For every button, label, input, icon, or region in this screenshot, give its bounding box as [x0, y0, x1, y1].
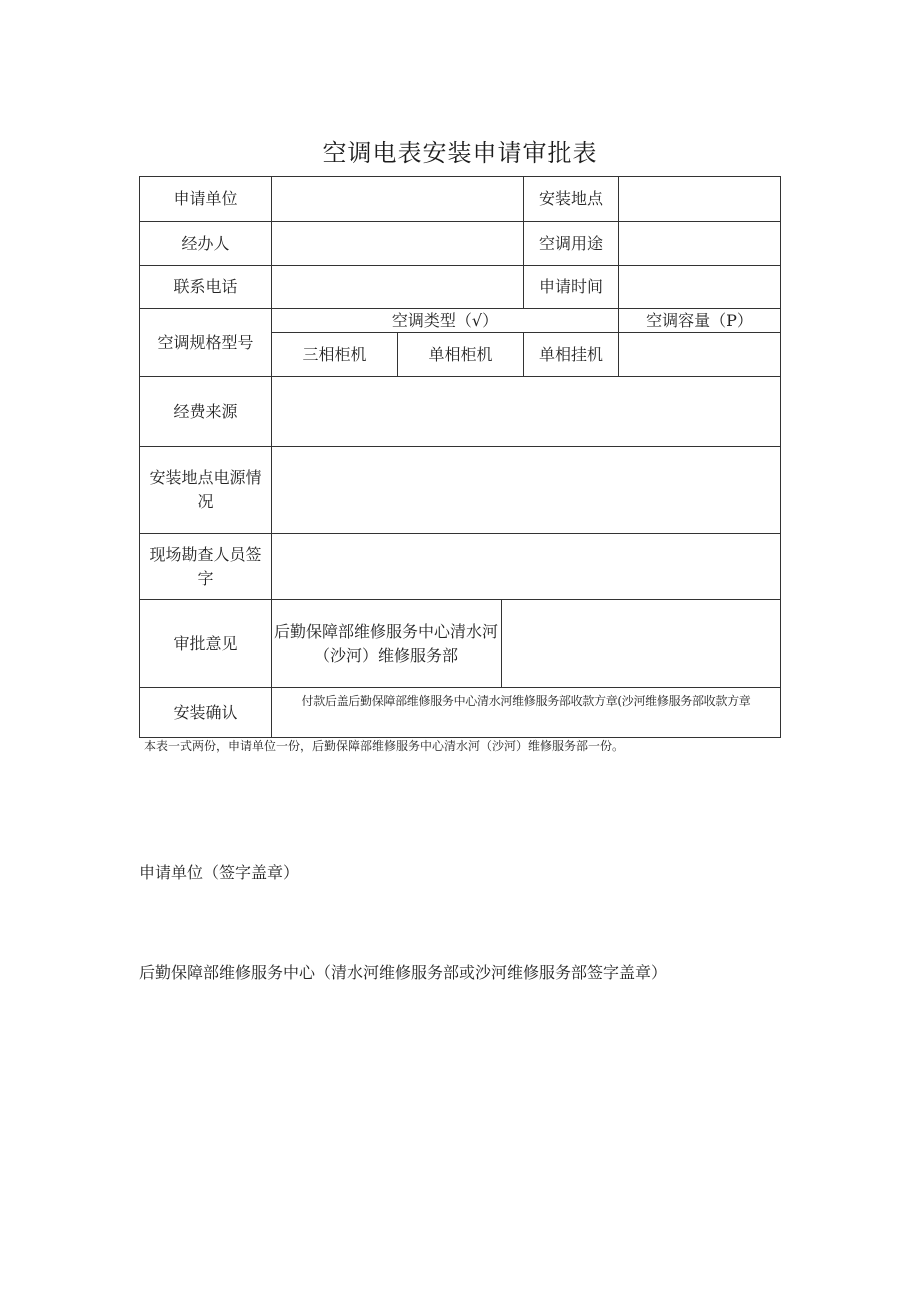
- approval-opinion-field[interactable]: [502, 600, 780, 687]
- row-install-confirm: [140, 687, 780, 737]
- surveyor-sign-field[interactable]: [272, 534, 780, 599]
- row-surveyor-sign: [140, 533, 780, 599]
- power-status-field[interactable]: [272, 447, 780, 533]
- power-status-label: 安装地点电源情况: [149, 468, 262, 511]
- install-confirm-label: 安装确认: [173, 702, 238, 722]
- applicant-unit-field[interactable]: [272, 177, 523, 221]
- row-applicant-unit: [140, 177, 780, 221]
- handler-label: 经办人: [181, 233, 230, 253]
- install-confirm-text: 付款后盖后勤保障部维修服务中心清水河维修服务部收款方章(沙河维修服务部收款方章: [301, 694, 751, 708]
- phone-field[interactable]: [272, 266, 523, 308]
- apply-time-label: 申请时间: [538, 277, 603, 296]
- row-approval: [140, 599, 780, 687]
- handler-field[interactable]: [272, 222, 523, 265]
- fund-source-label: 经费来源: [173, 401, 238, 421]
- form-note: 本表一式两份，申请单位一份，后勤保障部维修服务中心清水河（沙河）维修服务部一份。: [144, 739, 625, 753]
- ac-type-single-phase-cabinet[interactable]: 单相柜机: [428, 344, 493, 364]
- approval-form-table: [139, 176, 781, 738]
- form-title: 空调电表安装申请审批表: [322, 139, 598, 167]
- apply-time-field[interactable]: [619, 266, 780, 308]
- ac-spec-label: 空调规格型号: [157, 332, 254, 352]
- surveyor-sign-label: 现场勘查人员签字: [149, 544, 262, 588]
- approval-label: 审批意见: [173, 633, 238, 653]
- ac-capacity-header: 空调容量（P）: [646, 310, 753, 330]
- row-fund-source: [140, 376, 780, 446]
- applicant-unit-label: 申请单位: [173, 189, 238, 208]
- ac-capacity-field[interactable]: [619, 333, 780, 376]
- ac-usage-label: 空调用途: [538, 233, 603, 253]
- approval-dept-text: 后勤保障部维修服务中心清水河（沙河）维修服务部: [274, 621, 499, 665]
- ac-type-single-phase-wall[interactable]: 单相挂机: [538, 344, 603, 364]
- fund-source-field[interactable]: [272, 377, 780, 446]
- row-power-status: [140, 446, 780, 533]
- install-location-field[interactable]: [619, 177, 780, 221]
- row-phone: [140, 265, 780, 308]
- ac-type-three-phase-cabinet[interactable]: 三相柜机: [302, 344, 367, 364]
- install-location-label: 安装地点: [538, 189, 603, 208]
- row-handler: [140, 221, 780, 265]
- service-center-signature-line: 后勤保障部维修服务中心（清水河维修服务部或沙河维修服务部签字盖章）: [139, 963, 668, 982]
- row-ac-spec: [140, 308, 780, 376]
- ac-type-header: 空调类型（√）: [391, 310, 499, 330]
- ac-usage-field[interactable]: [619, 222, 780, 265]
- phone-label: 联系电话: [173, 277, 238, 296]
- applicant-signature-line: 申请单位（签字盖章）: [139, 863, 300, 882]
